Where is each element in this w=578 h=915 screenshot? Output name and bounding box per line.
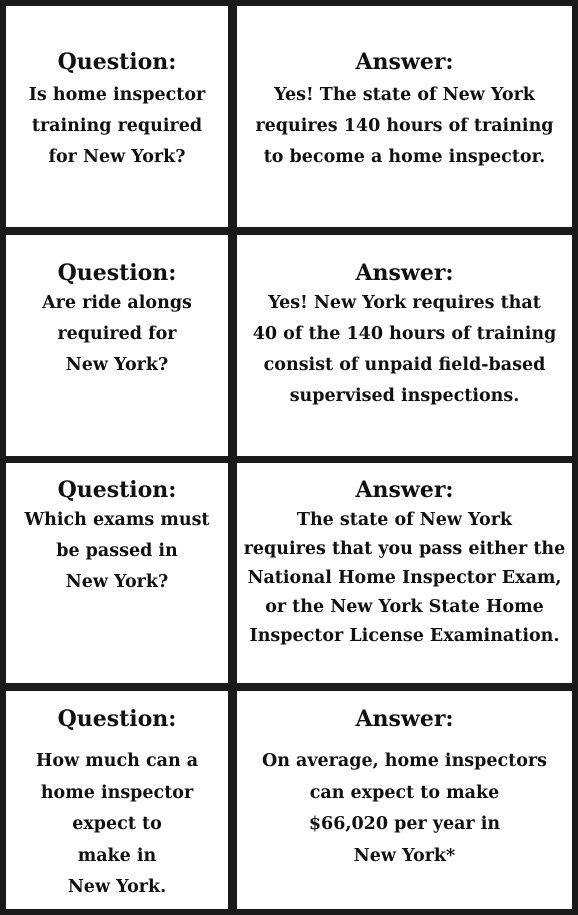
answer-line: $66,020 per year in bbox=[308, 814, 501, 834]
answer-heading: Answer: bbox=[355, 706, 454, 732]
question-line: New York. bbox=[67, 877, 167, 897]
question-line: expect to bbox=[72, 814, 162, 834]
answer-heading: Answer: bbox=[355, 260, 454, 286]
question-card-1 bbox=[6, 6, 228, 227]
question-text bbox=[6, 746, 228, 904]
question-line: Which exams must bbox=[24, 510, 210, 530]
answer-line: supervised inspections. bbox=[289, 386, 520, 406]
question-heading: Question: bbox=[57, 477, 177, 503]
question-heading: Question: bbox=[57, 260, 177, 286]
answer-card-2 bbox=[237, 235, 572, 456]
answer-line: New York* bbox=[353, 845, 456, 866]
question-card-2 bbox=[6, 235, 228, 456]
answer-line: consist of unpaid field-based bbox=[263, 355, 546, 375]
question-text bbox=[6, 80, 228, 173]
question-text bbox=[6, 288, 228, 381]
answer-line: Inspector License Examination. bbox=[249, 626, 560, 646]
answer-line: Yes! New York requires that bbox=[268, 293, 541, 313]
answer-line: Yes! The state of New York bbox=[274, 85, 535, 105]
answer-line: requires 140 hours of training bbox=[255, 116, 554, 136]
question-line: required for bbox=[57, 324, 177, 344]
answer-line: 40 of the 140 hours of training bbox=[252, 324, 557, 344]
answer-heading: Answer: bbox=[355, 477, 454, 503]
question-line: Are ride alongs bbox=[42, 293, 192, 313]
answer-text bbox=[237, 746, 572, 872]
question-line: make in bbox=[77, 845, 157, 866]
answer-card-1 bbox=[237, 6, 572, 227]
question-heading: Question: bbox=[57, 706, 177, 732]
answer-card-3 bbox=[237, 463, 572, 683]
answer-heading: Answer: bbox=[355, 49, 454, 75]
question-card-4 bbox=[6, 691, 228, 909]
answer-text bbox=[237, 288, 572, 412]
question-line: New York? bbox=[65, 355, 169, 375]
question-heading: Question: bbox=[57, 49, 177, 75]
question-line: training required bbox=[31, 116, 203, 136]
question-line: for New York? bbox=[48, 147, 186, 167]
answer-line: On average, home inspectors bbox=[261, 751, 548, 771]
answer-card-4 bbox=[237, 691, 572, 909]
question-line: home inspector bbox=[40, 782, 194, 803]
question-line: be passed in bbox=[56, 541, 178, 561]
question-text bbox=[6, 505, 228, 598]
answer-line: to become a home inspector. bbox=[263, 147, 546, 167]
answer-text bbox=[237, 80, 572, 173]
answer-line: can expect to make bbox=[309, 782, 500, 803]
question-line: New York? bbox=[65, 572, 169, 592]
answer-line: requires that you pass either the bbox=[243, 539, 566, 559]
question-line: Is home inspector bbox=[28, 85, 206, 105]
question-line: How much can a bbox=[35, 751, 199, 771]
question-card-3 bbox=[6, 463, 228, 683]
answer-line: or the New York State Home bbox=[265, 597, 544, 617]
answer-text bbox=[237, 506, 572, 651]
answer-line: The state of New York bbox=[296, 510, 513, 530]
answer-line: National Home Inspector Exam, bbox=[247, 568, 562, 588]
